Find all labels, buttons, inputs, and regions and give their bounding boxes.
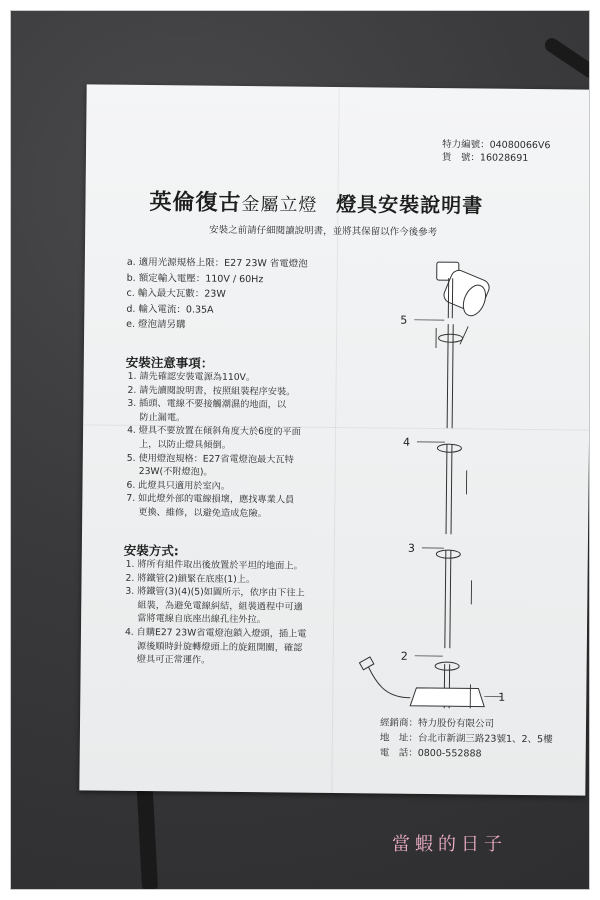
lamp-head-illustration: [436, 262, 492, 319]
model-number: 特力編號：04080066V6: [442, 139, 551, 152]
note-line: 4. 燈具不要放置在傾斜角度大於6度的平面: [127, 425, 301, 439]
spec-item: c. 輸入最大瓦數：23W: [126, 287, 226, 300]
part-label-4: 4: [402, 435, 411, 449]
photo-frame: [10, 10, 590, 890]
item-number: 貨 號：16028691: [441, 152, 529, 164]
spec-item: d. 輸入電流：0.35A: [126, 303, 214, 316]
note-line: 2. 請先讀閱說明書，按照組裝程序安裝。: [127, 384, 296, 398]
install-list: [125, 558, 308, 669]
spec-item: b. 額定輸入電壓：110V / 60Hz: [126, 272, 264, 285]
note-line: 防止漏電。: [127, 411, 186, 424]
title-product: 金屬立燈: [241, 193, 318, 216]
install-heading: 安裝方式:: [123, 542, 179, 559]
install-line: 3. 將鐵管(3)(4)(5)如圖所示，依序由下往上: [125, 585, 305, 599]
install-line: 4. 自購E27 23W省電燈泡鎖入燈頭，插上電: [124, 626, 307, 640]
part-label-2: 2: [400, 649, 408, 663]
arrow-illustrations: [432, 326, 474, 708]
note-line: 1. 請先確認安裝電源為110V。: [127, 370, 256, 384]
install-line: 組裝，為避免電線糾結，組裝過程中可適: [125, 599, 303, 613]
sheet-title: [149, 185, 483, 219]
note-line: 23W(不附燈泡)。: [126, 465, 213, 478]
instruction-sheet: [79, 84, 590, 795]
part-label-5: 5: [400, 313, 408, 327]
note-line: 上，以防止燈具傾倒。: [126, 438, 231, 451]
power-cable-top: [542, 35, 590, 80]
install-line: 當將電線自底座出線孔往外拉。: [125, 613, 266, 626]
note-line: 6. 此燈具只適用於室內。: [126, 479, 231, 492]
install-line: 1. 將所有組件取出後放置於平坦的地面上。: [125, 558, 303, 572]
part-label-1: 1: [498, 690, 506, 704]
note-line: 更換、維修，以避免造成危險。: [126, 506, 268, 520]
note-line: 7. 如此燈外部的電線損壞，應找專業人員: [126, 493, 295, 506]
photo-caption: 當蝦的日子: [392, 834, 507, 855]
base-illustration: [359, 657, 485, 707]
dealer-line: 經銷商：特力股份有限公司: [379, 717, 495, 730]
install-line: 2. 將鐵管(2)鎖緊在底座(1)上。: [125, 572, 256, 585]
part-label-3: 3: [407, 541, 415, 555]
pole-illustration: [434, 324, 462, 709]
notes-heading: 安裝注意事項：: [125, 354, 214, 371]
label-leaders: [407, 320, 506, 697]
sheet-subtitle: 安裝之前請仔細閱讀說明書，並將其保留以作今後參考: [209, 224, 438, 239]
lamp-assembly-diagram: [348, 247, 513, 709]
install-line: 源後順時針旋轉燈頭上的旋鈕開關，確認: [124, 640, 303, 654]
address-line: 地 址：台北市新湖三路23號1、2、5樓: [379, 732, 553, 746]
install-line: 燈具可正常運作。: [124, 653, 211, 666]
spec-item: a. 適用光源規格上限：E27 23W 省電燈泡: [126, 256, 308, 270]
note-line: 3. 插頭、電線不要接觸潮濕的地面，以: [127, 398, 287, 411]
contact-block: [380, 715, 553, 762]
title-brand: 英倫復古: [149, 190, 242, 216]
title-doc: 燈具安裝說明書: [336, 191, 484, 218]
spec-item: e. 燈泡請另購: [126, 318, 186, 331]
notes-list: [126, 370, 301, 521]
note-line: 5. 使用燈泡規格：E27省電燈泡最大瓦特: [126, 452, 294, 466]
phone-line: 電 話：0800-552888: [379, 747, 482, 760]
spec-list: [126, 255, 308, 334]
